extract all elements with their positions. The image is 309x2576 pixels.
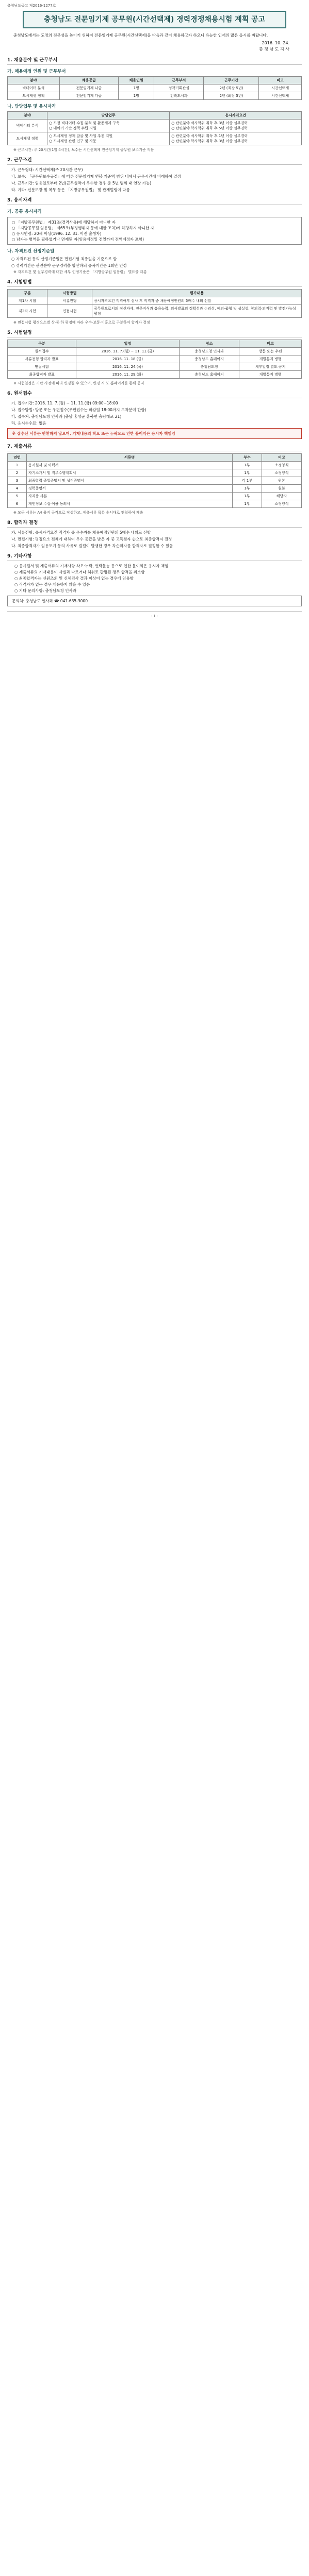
table-header: 연번 — [8, 454, 27, 462]
title-box — [23, 11, 286, 28]
table-cell: 원본 — [262, 477, 302, 485]
table-cell: 개인정보 수집·이용 동의서 — [27, 500, 233, 508]
table-row — [8, 84, 302, 92]
table-header: 근무부서 — [154, 77, 204, 84]
table-cell: 면접시험 — [8, 363, 76, 371]
table-header-row — [8, 112, 302, 120]
section-title: 7. 제출서류 — [7, 444, 302, 451]
table-cell: 2016. 11. 18.(금) — [76, 355, 180, 363]
table-cell: 서류전형 합격자 발표 — [8, 355, 76, 363]
table-cell: 원본 — [262, 485, 302, 493]
table-cell: 최종합격자 발표 — [8, 371, 76, 379]
table-cell: 면접시험 — [47, 305, 92, 318]
table-row — [8, 363, 302, 371]
table-header: 비고 — [262, 454, 302, 462]
table-row — [8, 355, 302, 363]
contact-box — [7, 596, 302, 606]
table-cell: 1부 — [233, 469, 262, 477]
list-item: ○ 최종합격자는 신원조회 및 신체검사 결과 이상이 없는 경우에 임용함 — [14, 576, 134, 581]
table-row — [8, 297, 302, 305]
table-header: 비고 — [259, 77, 302, 84]
section-title: 8. 합격자 결정 — [7, 520, 302, 528]
note-text: ※ 근무시간: 주 20시간(1일 4시간), 보수는 시간선택제 전문임기제 공무원 보수기준 적용 — [13, 148, 154, 152]
table-cell: ○ 도시재생 정책 발굴 및 사업 추진 지원 ○ 도시재생 관련 연구 및 자문 — [47, 132, 170, 145]
table-cell: 개별통지 병행 — [239, 371, 302, 379]
table-cell: 해당자 — [262, 493, 302, 500]
list-item: 다. 근무기간: 임용일로부터 2년(근무실적이 우수한 경우 총 5년 범위 내 연장 가능) — [11, 181, 152, 185]
table-row — [8, 485, 302, 493]
list-item: 나. 접수방법: 방문 또는 우편접수(우편접수는 마감일 18:00까지 도착분에 한함) — [11, 408, 147, 412]
section-title: 4. 시험방법 — [7, 280, 302, 287]
sub-title: 나. 담당업무 및 응시자격 — [7, 104, 56, 109]
issuer: 충 청 남 도 지 사 — [258, 47, 289, 52]
table-cell: 자격증 사본 — [27, 493, 233, 500]
recruitment-table — [7, 76, 302, 100]
list-item: 다. 접수처: 충청남도청 인사과 (충남 홍성군 홍북면 충남대로 21) — [11, 414, 122, 419]
section-title: 3. 응시자격 — [7, 198, 302, 205]
table-cell: 도시재생 정책 — [8, 92, 60, 100]
table-header: 채용등급 — [59, 77, 118, 84]
list-item: ○ 적격자가 없는 경우 채용하지 않을 수 있음 — [14, 582, 90, 587]
date-issuer — [7, 40, 289, 53]
table-cell: ○ 관련분야 석사학위 취득 후 3년 이상 실무경력 ○ 관련분야 학사학위 취득 후 5년 이상 실무경력 — [170, 120, 302, 132]
table-cell: 1부 — [233, 500, 262, 508]
table-cell: 2 — [8, 469, 27, 477]
list-item: 나. 면접시험: 평정요소 전체에 대하여 우수 등급을 받은 자 중 고득점자 순으로 최종합격자 결정 — [11, 537, 172, 541]
note-text: ※ 시험일정은 기관 사정에 따라 변경될 수 있으며, 변경 시 도 홈페이지를 통해 공지 — [13, 381, 144, 385]
list-item: ○ 「지방공무원법」 제31조(결격사유)에 해당하지 아니한 자 — [12, 220, 116, 225]
qualification-box — [7, 217, 302, 245]
table-cell: 충청남도 홈페이지 — [179, 371, 239, 379]
list-item: ○ 경력기간은 관련분야 근무경력을 합산하되 중복기간은 1회만 인정 — [11, 263, 127, 268]
table-cell: 2016. 11. 24.(목) — [76, 363, 180, 371]
list-item: ○ 「지방공무원 임용령」 제65조(부정행위자 등에 대한 조치)에 해당하지 아니한 자 — [12, 226, 154, 230]
table-header: 구분 — [8, 290, 47, 297]
table-cell: 1부 — [233, 485, 262, 493]
table-cell: ○ 도정 빅데이터 수집·분석 및 활용체계 구축 ○ 데이터 기반 정책 수립 지원 — [47, 120, 170, 132]
table-cell: 원서접수 — [8, 348, 76, 355]
table-header: 장소 — [179, 340, 239, 348]
table-cell: 소정양식 — [262, 469, 302, 477]
warning-text: ※ 접수된 서류는 반환하지 않으며, 기재내용의 착오 또는 누락으로 인한 불이익은 응시자 책임임 — [12, 431, 175, 436]
table-cell: 건축도시과 — [154, 92, 204, 100]
table-cell: 전문임기제 나급 — [59, 84, 118, 92]
table-cell: 방문 또는 우편 — [239, 348, 302, 355]
table-header: 서류명 — [27, 454, 233, 462]
section-title: 2. 근무조건 — [7, 158, 302, 165]
table-row — [8, 120, 302, 132]
list-item: ○ 자격요건 등의 산정기준일은 면접시험 최종일을 기준으로 함 — [11, 257, 117, 261]
table-header-row — [8, 77, 302, 84]
table-row — [8, 469, 302, 477]
table-row — [8, 477, 302, 485]
table-row — [8, 348, 302, 355]
table-header: 시험방법 — [47, 290, 92, 297]
note-text: ※ 자격요건 및 실무경력에 대한 세부 인정기준은 「지방공무원 임용령」 별표를 따름 — [13, 270, 147, 274]
table-cell: 1부 — [233, 493, 262, 500]
table-cell: 각 1부 — [233, 477, 262, 485]
table-header: 비고 — [239, 340, 302, 348]
table-header-row — [8, 340, 302, 348]
table-cell: 제1차 시험 — [8, 297, 47, 305]
list-item: ○ 응시연령: 20세 이상(1996. 12. 31. 이전 출생자) — [12, 231, 102, 236]
list-item: 다. 최종합격자가 임용포기 등의 사유로 결원이 발생한 경우 차순위자를 합격자로 결정할 수 있음 — [11, 544, 173, 548]
table-header: 부수 — [233, 454, 262, 462]
etc-list — [14, 563, 302, 594]
table-cell: 4 — [8, 485, 27, 493]
table-cell: 1명 — [119, 92, 154, 100]
list-item: 가. 근무형태: 시간선택제(주 20시간 근무) — [11, 167, 83, 172]
table-cell: 자기소개서 및 직무수행계획서 — [27, 469, 233, 477]
table-cell: 5 — [8, 493, 27, 500]
sub-title: 가. 채용예정 인원 및 근무부서 — [7, 69, 66, 74]
table-cell: 1 — [8, 462, 27, 469]
table-cell: 2016. 11. 7.(월) ~ 11. 11.(금) — [76, 348, 180, 355]
table-cell: 제2차 시험 — [8, 305, 47, 318]
table-row — [8, 500, 302, 508]
page-footer: - 1 - — [7, 612, 302, 619]
table-row — [8, 493, 302, 500]
table-cell: 정책기획관실 — [154, 84, 204, 92]
table-cell: 빅데이터 분석 — [8, 84, 60, 92]
list-item: 라. 응시수수료: 없음 — [11, 421, 46, 426]
list-item: ○ 응시원서 및 제출서류의 기재사항 착오·누락, 연락불능 등으로 인한 불이익은 응시자 책임 — [14, 564, 169, 568]
table-cell: 서류전형 — [47, 297, 92, 305]
table-cell: ○ 관련분야 석사학위 취득 후 1년 이상 실무경력 ○ 관련분야 학사학위 취득 후 3년 이상 실무경력 — [170, 132, 302, 145]
table-row — [8, 462, 302, 469]
warning-box — [7, 428, 302, 439]
table-cell: 충청남도청 인사과 — [179, 348, 239, 355]
table-header: 분야 — [8, 112, 47, 120]
note-text: ※ 모든 서류는 A4 용지 규격으로 작성하고, 제출서류 목록 순서대로 편철하여 제출 — [13, 511, 143, 515]
notice-date: 2016. 10. 24. — [262, 41, 289, 45]
table-header-row — [8, 454, 302, 462]
table-header: 채용인원 — [119, 77, 154, 84]
table-header-row — [8, 290, 302, 297]
list-item: 가. 서류전형: 응시자격요건 적격자 중 우수자를 채용예정인원의 5배수 내외로 선발 — [11, 530, 151, 535]
table-header: 응시자격요건 — [170, 112, 302, 120]
section-title: 1. 채용분야 및 근무부서 — [7, 58, 302, 65]
note-text: ※ 면접시험 평정요소별 상·중·하 평정에 따라 우수·보통·미흡으로 구분하여 합격자 결정 — [13, 320, 150, 325]
sub-title: 나. 자격요건 산정기준일 — [7, 249, 55, 254]
table-cell: 6 — [8, 500, 27, 508]
table-cell: 응시원서 및 이력서 — [27, 462, 233, 469]
table-header: 일정 — [76, 340, 180, 348]
table-cell: 응시자격요건 적격여부 심사 후 적격자 중 채용예정인원의 5배수 내외 선발 — [92, 297, 302, 305]
duty-table — [7, 111, 302, 145]
schedule-table — [7, 340, 302, 379]
table-row — [8, 305, 302, 318]
table-header: 분야 — [8, 77, 60, 84]
table-cell: 개별통지 병행 — [239, 355, 302, 363]
table-cell: 세부일정 별도 공지 — [239, 363, 302, 371]
list-item: 나. 보수: 「공무원보수규정」에 따른 전문임기제 연봉 기준액 범위 내에서 근무시간에 비례하여 결정 — [11, 174, 181, 179]
section-title: 5. 시험일정 — [7, 330, 302, 337]
contact-text: 문의처: 충청남도 인사과 ☎ 041-635-3000 — [12, 599, 88, 603]
table-cell: 도시재생 정책 — [8, 132, 47, 145]
table-cell: 1부 — [233, 462, 262, 469]
table-cell: 3 — [8, 477, 27, 485]
table-header: 구분 — [8, 340, 76, 348]
table-cell: 시간선택제 — [259, 84, 302, 92]
table-cell: 빅데이터 분석 — [8, 120, 47, 132]
intro-text: 충청남도에서는 도정의 전문성을 높이기 위하여 전문임기제 공무원(시간선택제)을 다음과 같이 채용하고자 하오니 유능한 인재의 많은 응시를 바랍니다. — [13, 33, 268, 38]
table-cell: 충청남도청 — [179, 363, 239, 371]
table-cell: 2016. 11. 29.(화) — [76, 371, 180, 379]
section-title: 6. 원서접수 — [7, 391, 302, 398]
list-item: 라. 기타: 신분보장 및 복무 등은 「지방공무원법」 및 관계법령에 따름 — [11, 188, 130, 192]
table-cell: 1명 — [119, 84, 154, 92]
table-header: 근무기간 — [204, 77, 259, 84]
notice-page — [0, 0, 309, 619]
sub-title: 가. 공통 응시자격 — [7, 209, 42, 214]
list-item: ○ 제출서류의 기재내용이 사실과 다르거나 허위로 판명된 경우 합격을 취소함 — [14, 570, 145, 574]
table-cell: 2년 (최장 5년) — [204, 84, 259, 92]
table-header: 담당업무 — [47, 112, 170, 120]
table-row — [8, 371, 302, 379]
page-title: 충청남도 전문임기제 공무원(시간선택제) 경력경쟁채용시험 계획 공고 — [43, 15, 266, 24]
table-cell: 소정양식 — [262, 500, 302, 508]
table-cell: 2년 (최장 5년) — [204, 92, 259, 100]
list-item: 가. 접수기간: 2016. 11. 7.(월) ~ 11. 11.(금) 09:00~18:00 — [11, 401, 118, 405]
table-cell: 충청남도 홈페이지 — [179, 355, 239, 363]
table-cell: 경력증명서 — [27, 485, 233, 493]
table-cell: 전문임기제 다급 — [59, 92, 118, 100]
exam-method-table — [7, 289, 302, 318]
table-header: 평가내용 — [92, 290, 302, 297]
table-row — [8, 132, 302, 145]
notice-number: 충청남도공고 제2016-1277호 — [7, 4, 56, 8]
table-cell: 최종학력 졸업증명서 및 성적증명서 — [27, 477, 233, 485]
list-item: ○ 남자는 병역을 필하였거나 면제된 자(임용예정일 전일까지 전역예정자 포함) — [12, 237, 144, 242]
list-item: ○ 기타 문의사항: 충청남도청 인사과 — [14, 588, 77, 593]
table-cell: 공무원으로서의 정신자세, 전문지식과 응용능력, 의사발표의 정확성과 논리성, 예의·품행 및 성실성, 창의력·의지력 및 발전가능성 평정 — [92, 305, 302, 318]
table-cell: 소정양식 — [262, 462, 302, 469]
section-title: 9. 기타사항 — [7, 554, 302, 561]
table-row — [8, 92, 302, 100]
table-cell: 시간선택제 — [259, 92, 302, 100]
documents-table — [7, 453, 302, 508]
